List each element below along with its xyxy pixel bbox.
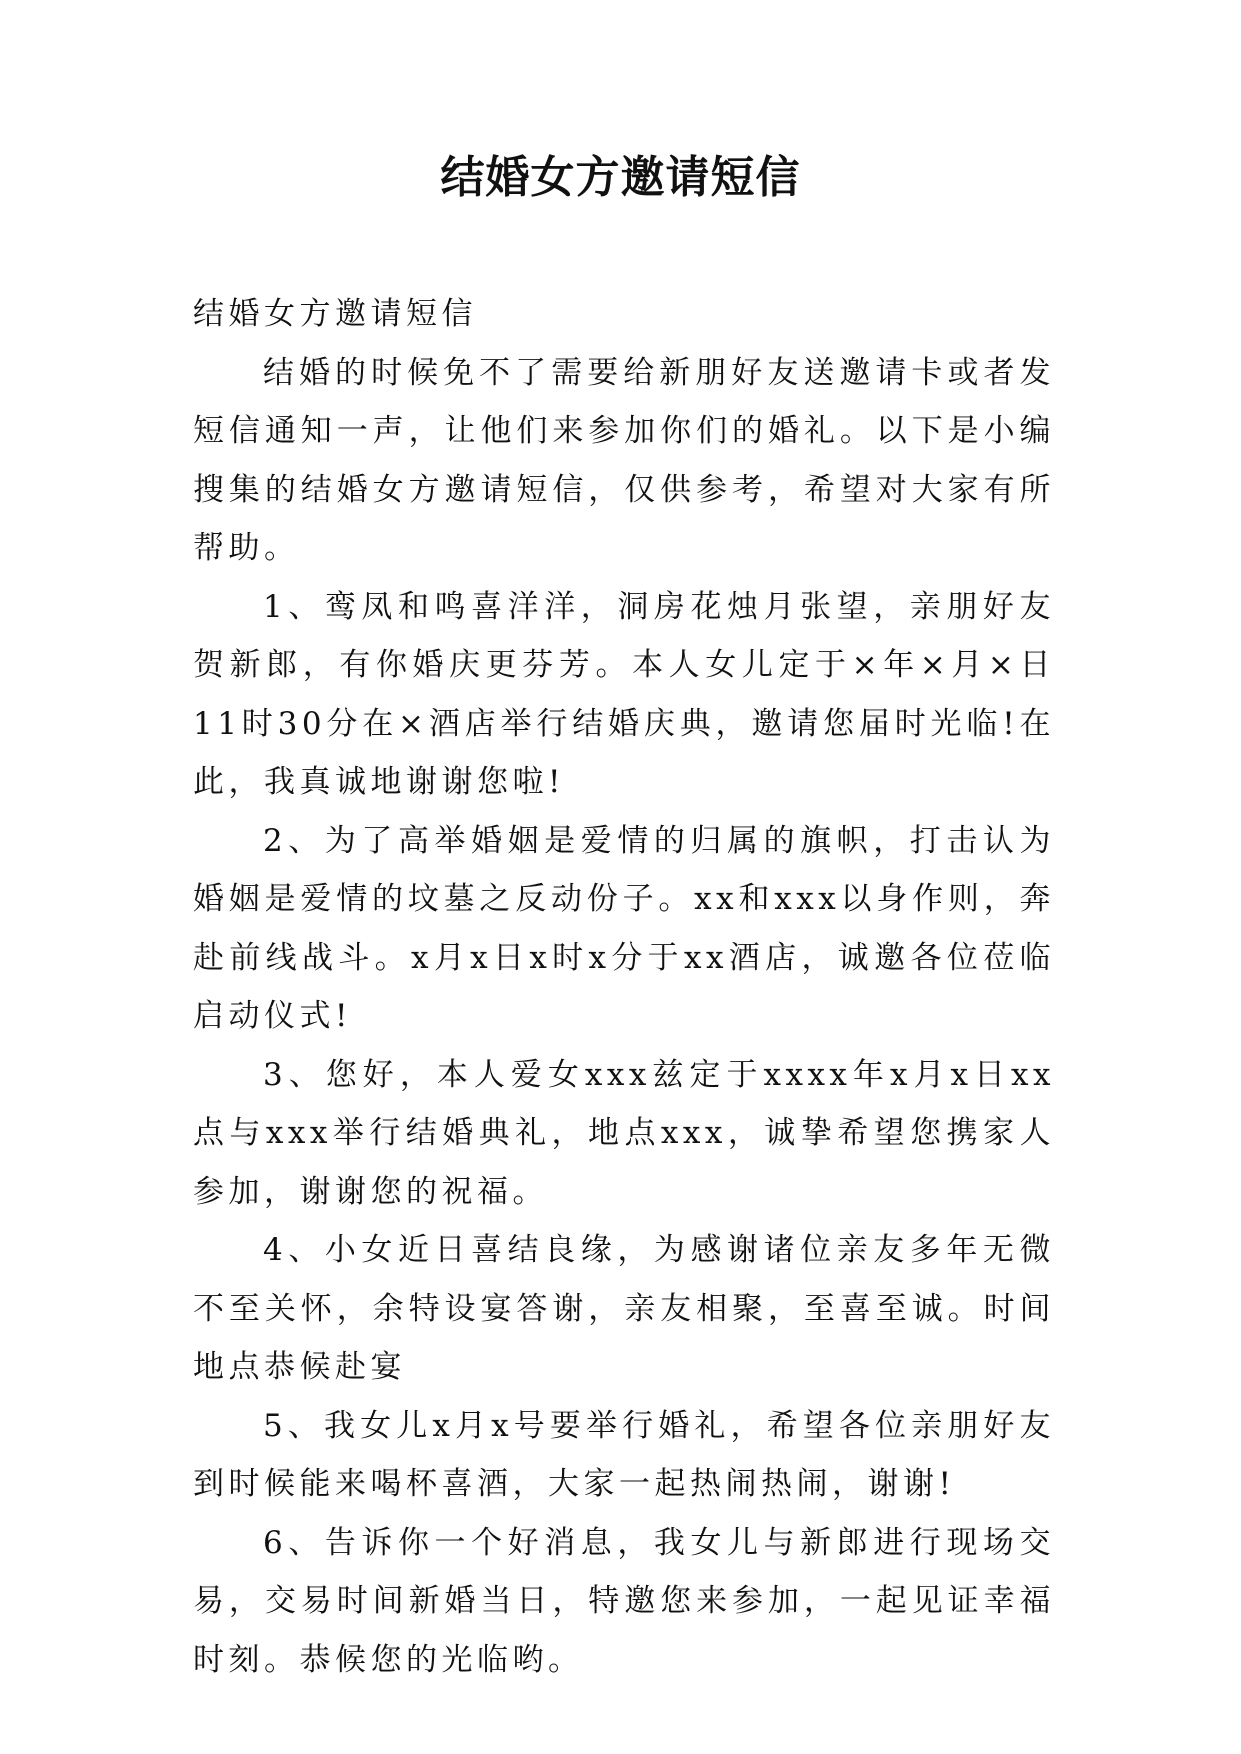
subtitle-line: 结婚女方邀请短信	[193, 296, 477, 332]
message-item-3: 3、您好，本人爱女xxx兹定于xxxx年x月x日xx点与xxx举行结婚典礼，地点xxx，诚挚希望您携家人参加，谢谢您的祝福。	[193, 1056, 1055, 1210]
document-title: 结婚女方邀请短信	[440, 152, 801, 203]
message-item-6: 6、告诉你一个好消息，我女儿与新郎进行现场交易，交易时间新婚当日，特邀您来参加，一起见证幸福时刻。恭候您的光临哟。	[193, 1524, 1055, 1678]
message-item-4: 4、小女近日喜结良缘，为感谢诸位亲友多年无微不至关怀，余特设宴答谢，亲友相聚，至喜至诚。时间地点恭候赴宴	[193, 1232, 1055, 1385]
document-body	[193, 285, 1055, 1689]
message-item-1: 1、鸾凤和鸣喜洋洋，洞房花烛月张望，亲朋好友贺新郎，有你婚庆更芬芳。本人女儿定于×年×月×日11时30分在×酒店举行结婚庆典，邀请您届时光临!在此，我真诚地谢谢您啦!	[193, 588, 1055, 800]
message-item-5: 5、我女儿x月x号要举行婚礼，希望各位亲朋好友到时候能来喝杯喜酒，大家一起热闹热闹，谢谢!	[193, 1407, 1055, 1502]
intro-paragraph: 结婚的时候免不了需要给新朋好友送邀请卡或者发短信通知一声，让他们来参加你们的婚礼。以下是小编搜集的结婚女方邀请短信，仅供参考，希望对大家有所帮助。	[193, 354, 1055, 566]
message-item-2: 2、为了高举婚姻是爱情的归属的旗帜，打击认为婚姻是爱情的坟墓之反动份子。xx和xxx以身作则，奔赴前线战斗。x月x日x时x分于xx酒店，诚邀各位莅临启动仪式!	[193, 822, 1055, 1034]
